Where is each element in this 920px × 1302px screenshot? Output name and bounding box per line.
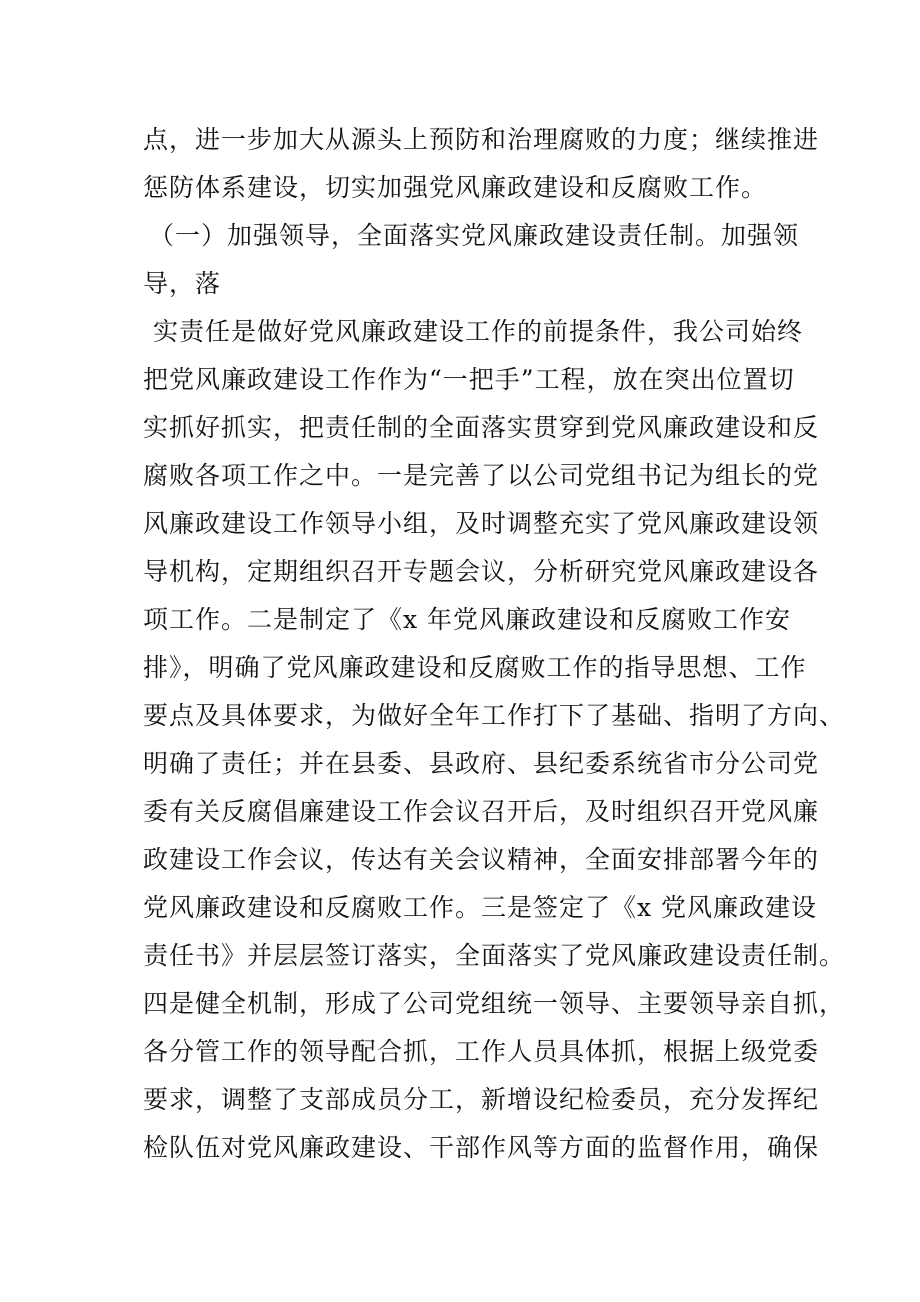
text-line: 检队伍对党风廉政建设、干部作风等方面的监督作用，确保 [143,1133,820,1162]
text-line: 排》，明确了党风廉政建设和反腐败工作的指导思想、工作 [143,653,807,682]
text-line: 把党风廉政建设工作作为“一把手”工程，放在突出位置切 [143,365,795,394]
text-line: 项工作。二是制定了《x 年党风廉政建设和反腐败工作安 [143,605,792,634]
text-line: 实抓好抓实，把责任制的全面落实贯穿到党风廉政建设和反 [143,413,820,442]
text-line: 党风廉政建设和反腐败工作。三是签定了《x 党风廉政建设 [143,893,818,922]
text-line: 导，落 [143,269,222,298]
text-line: 惩防体系建设，切实加强党风廉政建设和反腐败工作。 [143,173,768,202]
text-line: 各分管工作的领导配合抓，工作人员具体抓，根据上级党委 [143,1037,820,1066]
text-line: 导机构，定期组织召开专题会议，分析研究党风廉政建设各 [143,557,820,586]
text-line: 腐败各项工作之中。一是完善了以公司党组书记为组长的党 [143,461,820,490]
text-line: 明确了责任；并在县委、县政府、县纪委系统省市分公司党 [143,749,820,778]
section-heading-line: （一）加强领导，全面落实党风廉政建设责任制。加强领 [149,221,800,250]
text-line: 责任书》并层层签订落实，全面落实了党风廉政建设责任制。 [143,941,846,970]
text-line: 要求，调整了支部成员分工，新增设纪检委员，充分发挥纪 [143,1085,820,1114]
text-line: 风廉政建设工作领导小组，及时调整充实了党风廉政建设领 [143,509,820,538]
text-line: 政建设工作会议，传达有关会议精神，全面安排部署今年的 [143,845,820,874]
document-body [143,116,846,1172]
text-line: 委有关反腐倡廉建设工作会议召开后，及时组织召开党风廉 [143,797,820,826]
text-line: 实责任是做好党风廉政建设工作的前提条件，我公司始终 [153,317,804,346]
text-line: 四是健全机制，形成了公司党组统一领导、主要领导亲自抓， [143,989,846,1018]
text-line: 要点及具体要求，为做好全年工作打下了基础、指明了方向、 [143,701,846,730]
text-line: 点，进一步加大从源头上预防和治理腐败的力度；继续推进 [143,125,820,154]
